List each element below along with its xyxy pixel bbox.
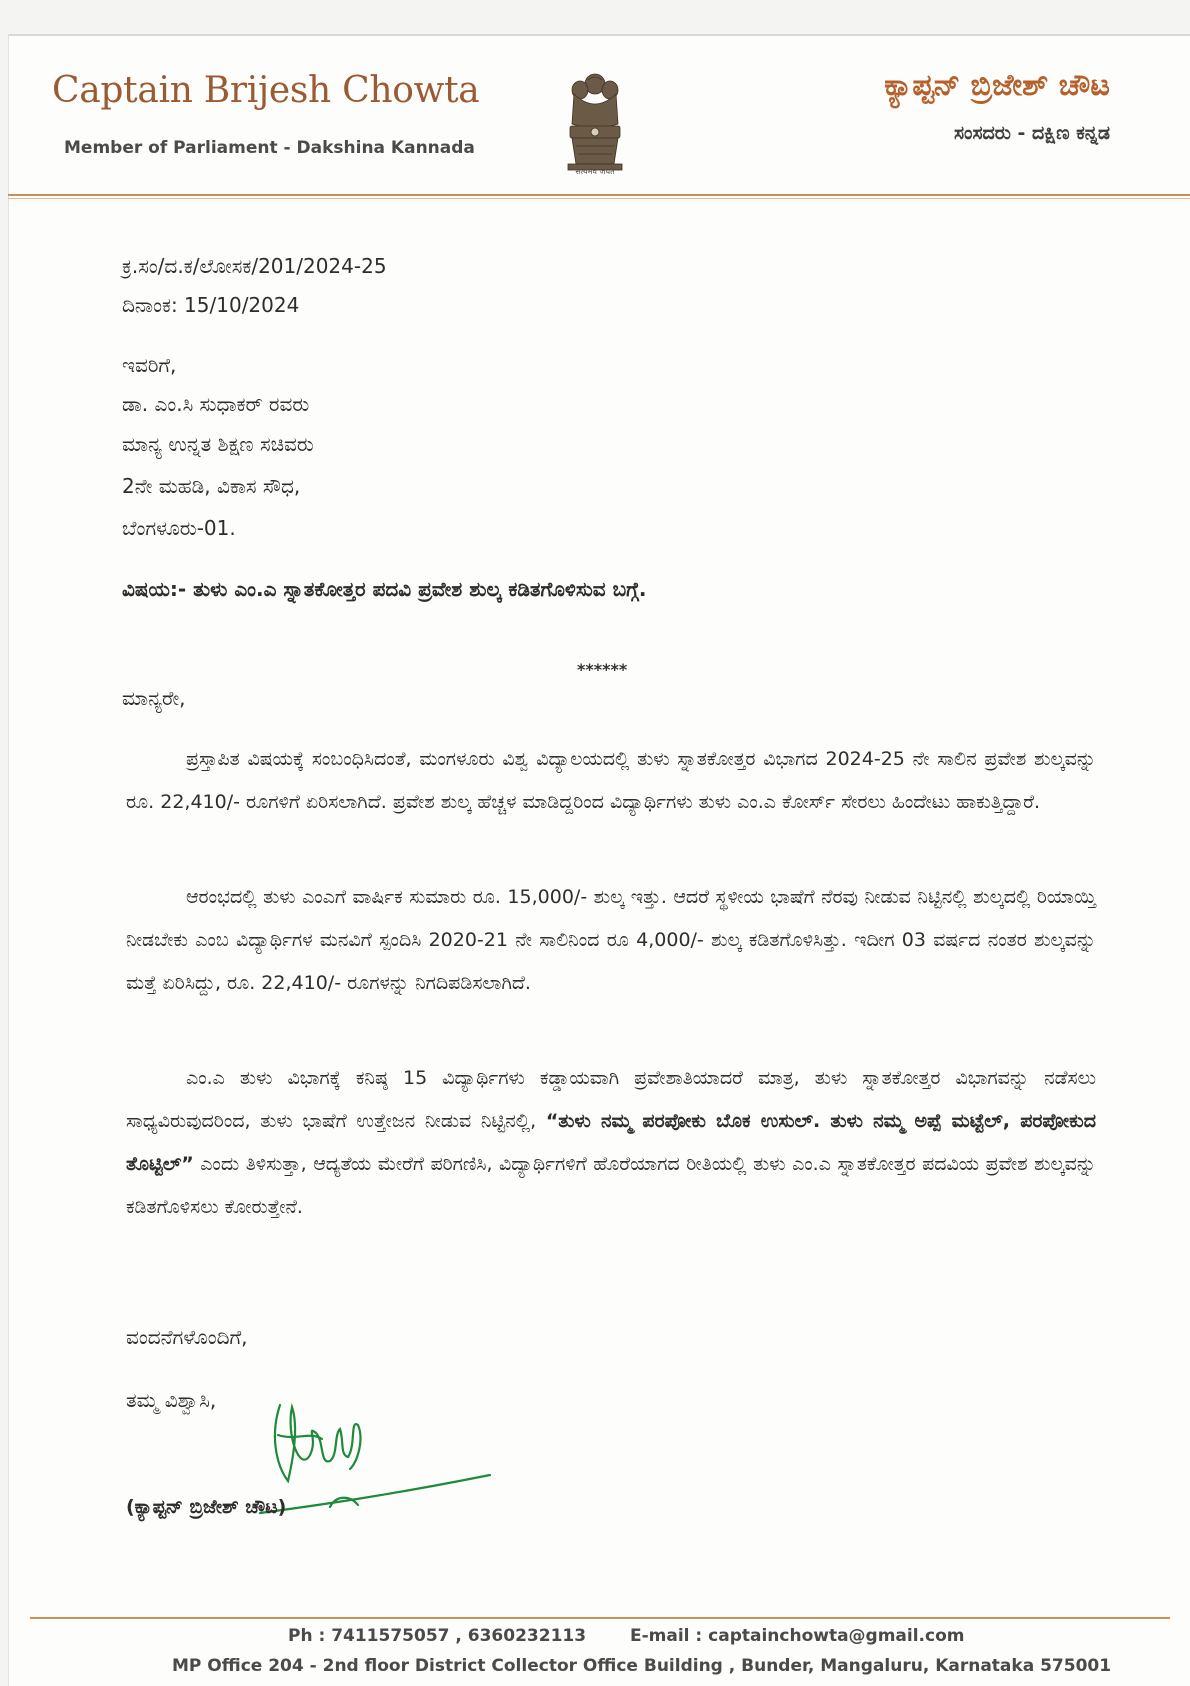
closing-yours: ತಮ್ಮ ವಿಶ್ವಾಸಿ, <box>126 1388 217 1412</box>
body-paragraph-3 <box>126 1057 1096 1229</box>
letter-sheet <box>8 34 1190 1686</box>
letterhead-title-kn: ಸಂಸದರು - ದಕ್ಷಿಣ ಕನ್ನಡ <box>953 122 1110 144</box>
tulu-quote: “ತುಳು ನಮ್ಮ ಪರಪೋಕು ಬೊಕ ಉಸುಲ್. ತುಳು ನಮ್ಮ ಅಪ್ಪೆ ಮಟ್ಟೆಲ್, ಪರಪೋಕುದ ತೊಟ್ಟಿಲ್” <box>126 1110 1096 1175</box>
reference-number: ಕ್ರ.ಸಂ/ದ.ಕ/ಲೋಸಕ/201/2024-25 <box>122 254 387 278</box>
body-paragraph-2-text: ಆರಂಭದಲ್ಲಿ ತುಳು ಎಂಎಗೆ ವಾರ್ಷಿಕ ಸುಮಾರು ರೂ. 15,000/- ಶುಲ್ಕ ಇತ್ತು. ಆದರೆ ಸ್ಥಳೀಯ ಭಾಷೆಗೆ ನೆರವು ನೀಡುವ ನಿಟ್ಟಿನಲ್ಲಿ ಶುಲ್ಕದಲ್ಲಿ ರಿಯಾಯ್ತಿ ನೀಡಬೇಕು ಎಂಬ ವಿದ್ಯಾರ್ಥಿಗಳ ಮನವಿಗೆ ಸ್ಪಂದಿಸಿ 2020-21 ನೇ ಸಾಲಿನಿಂದ ರೂ 4,000/- ಶುಲ್ಕ ಕಡಿತಗೊಳಿಸಿತ್ತು. ಇದೀಗ 03 ವರ್ಷದ ನಂತರ ಶುಲ್ಕವನ್ನು ಮತ್ತೆ ಏರಿಸಿದ್ದು, ರೂ. 22,410/- ರೂಗಳನ್ನು ನಿಗದಿಪಡಿಸಲಾಗಿದೆ. <box>126 886 1096 994</box>
footer-rule <box>30 1617 1170 1619</box>
signatory-name: (ಕ್ಯಾಪ್ಟನ್ ಬ್ರಿಜೇಶ್ ಚೌಟ) <box>126 1496 287 1518</box>
recipient-city: ಬೆಂಗಳೂರು-01. <box>122 516 236 540</box>
letterhead-rule-thin <box>8 198 1190 199</box>
letter-subject: ವಿಷಯ:- ತುಳು ಎಂ.ಎ ಸ್ನಾತಕೋತ್ತರ ಪದವಿ ಪ್ರವೇಶ ಶುಲ್ಕ ಕಡಿತಗೊಳಿಸುವ ಬಗ್ಗೆ. <box>122 577 647 601</box>
letterhead-name-en: Captain Brijesh Chowta <box>52 70 480 111</box>
recipient-to: ಇವರಿಗೆ, <box>122 353 177 377</box>
recipient-address: 2ನೇ ಮಹಡಿ, ವಿಕಾಸ ಸೌಧ, <box>122 474 301 498</box>
recipient-designation: ಮಾನ್ಯ ಉನ್ನತ ಶಿಕ್ಷಣ ಸಚಿವರು <box>122 432 314 456</box>
footer-address: MP Office 204 - 2nd floor District Collector Office Building , Bunder, Mangaluru, Karnataka 575001 <box>172 1656 1112 1676</box>
letterhead-title-en: Member of Parliament - Dakshina Kannada <box>64 138 475 158</box>
subject-separator: ****** <box>577 660 628 679</box>
recipient-name: ಡಾ. ಎಂ.ಸಿ ಸುಧಾಕರ್ ರವರು <box>122 392 310 416</box>
body-paragraph-2 <box>126 876 1096 1005</box>
letter-date: ದಿನಾಂಕ: 15/10/2024 <box>122 293 300 317</box>
body-paragraph-3-end: ಎಂದು ತಿಳಿಸುತ್ತಾ, ಆದ್ಯತೆಯ ಮೇರೆಗೆ ಪರಿಗಣಿಸಿ, ವಿದ್ಯಾರ್ಥಿಗಳಿಗೆ ಹೊರೆಯಾಗದ ರೀತಿಯಲ್ಲಿ ತುಳು ಎಂ.ಎ ಸ್ನಾತಕೋತ್ತರ ಪದವಿಯ ಪ್ರವೇಶ ಶುಲ್ಕವನ್ನು ಕಡಿತಗೊಳಿಸಲು ಕೋರುತ್ತೇನೆ. <box>126 1153 1096 1218</box>
letterhead-rule <box>8 194 1190 196</box>
letterhead-name-kn: ಕ್ಯಾಪ್ಟನ್ ಬ್ರಿಜೇಶ್ ಚೌಟ <box>884 68 1110 103</box>
emblem-motto: सत्यमेव जयते <box>575 167 615 176</box>
body-paragraph-1-text: ಪ್ರಸ್ತಾಪಿತ ವಿಷಯಕ್ಕೆ ಸಂಬಂಧಿಸಿದಂತೆ, ಮಂಗಳೂರು ವಿಶ್ವ ವಿದ್ಯಾಲಯದಲ್ಲಿ ತುಳು ಸ್ನಾತಕೋತ್ತರ ವಿಭಾಗದ 2024-25 ನೇ ಸಾಲಿನ ಪ್ರವೇಶ ಶುಲ್ಕವನ್ನು ರೂ. 22,410/- ರೂಗಳಿಗೆ ಏರಿಸಲಾಗಿದೆ. ಪ್ರವೇಶ ಶುಲ್ಕ ಹೆಚ್ಚಳ ಮಾಡಿದ್ದರಿಂದ ವಿದ್ಯಾರ್ಥಿಗಳು ತುಳು ಎಂ.ಎ ಕೋರ್ಸ್ ಸೇರಲು ಹಿಂದೇಟು ಹಾಕುತ್ತಿದ್ದಾರೆ. <box>126 748 1096 813</box>
salutation: ಮಾನ್ಯರೇ, <box>122 686 186 710</box>
body-paragraph-1 <box>126 738 1096 824</box>
body-paragraph-3-start: ಎಂ.ಎ ತುಳು ವಿಭಾಗಕ್ಕೆ ಕನಿಷ್ಠ 15 ವಿದ್ಯಾರ್ಥಿಗಳು ಕಡ್ಡಾಯವಾಗಿ ಪ್ರವೇಶಾತಿಯಾದರೆ ಮಾತ್ರ, ತುಳು ಸ್ನಾತಕೋತ್ತರ ವಿಭಾಗವನ್ನು ನಡೆಸಲು ಸಾಧ್ಯವಿರುವುದರಿಂದ, ತುಳು ಭಾಷೆಗೆ ಉತ್ತೇಜನ ನೀಡುವ ನಿಟ್ಟಿನಲ್ಲಿ, <box>126 1067 1096 1132</box>
footer-phone: Ph : 7411575057 , 6360232113 <box>288 1626 587 1646</box>
footer-email: E-mail : captainchowta@gmail.com <box>630 1626 965 1646</box>
closing-greeting: ವಂದನೆಗಳೊಂದಿಗೆ, <box>126 1325 248 1349</box>
